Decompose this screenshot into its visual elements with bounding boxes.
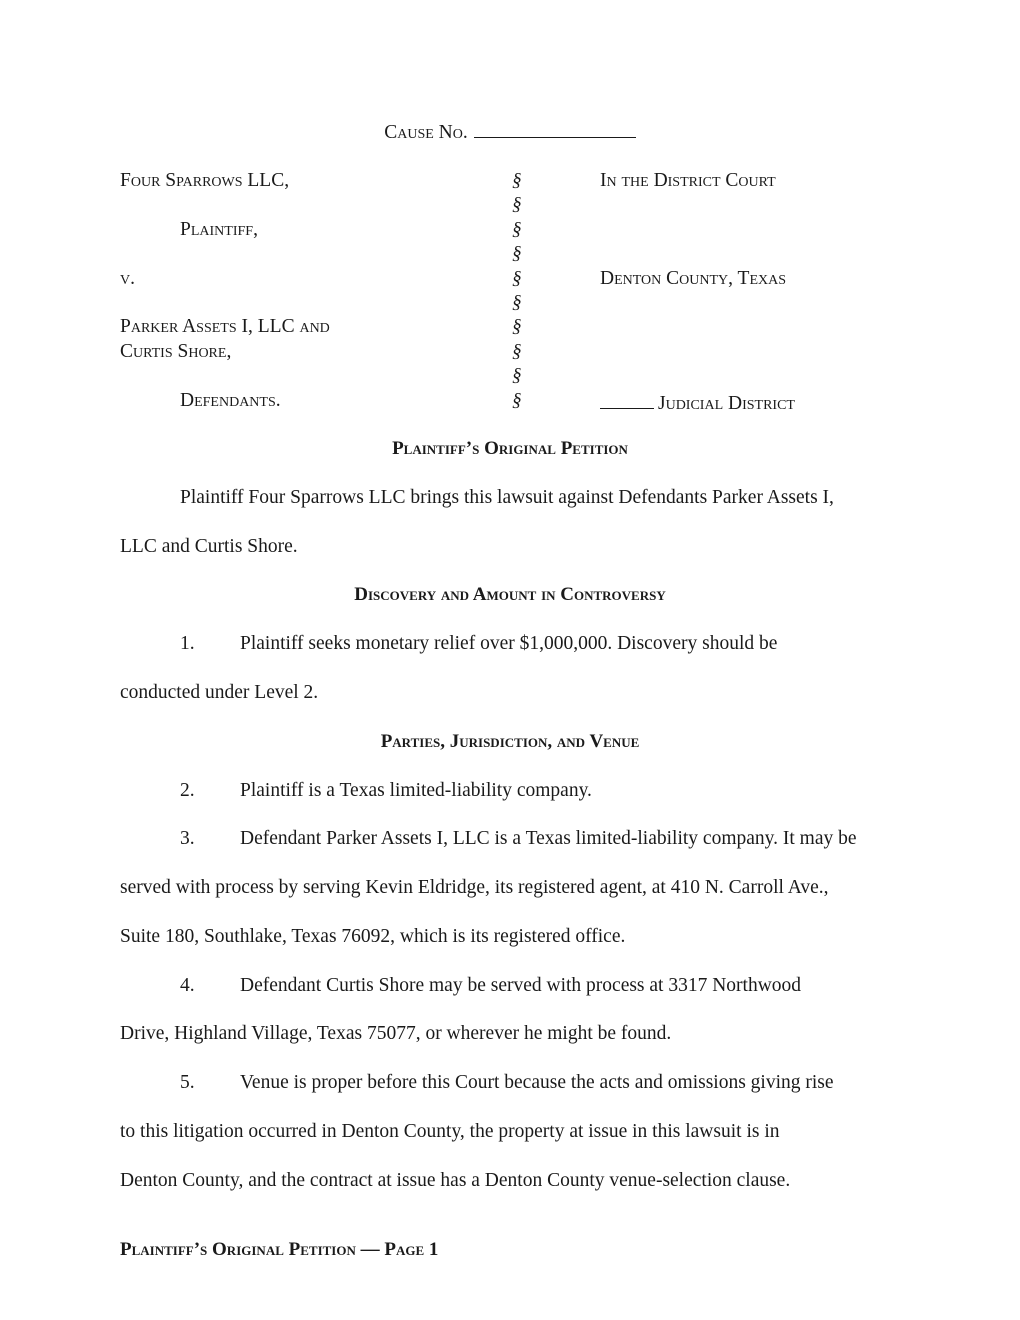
section-symbol: § <box>512 194 522 215</box>
paragraph-3-line-1: Defendant Parker Assets I, LLC is a Texas limited-liability company. It may be <box>240 828 857 849</box>
intro-line-1: Plaintiff Four Sparrows LLC brings this lawsuit against Defendants Parker Assets I, <box>180 487 834 508</box>
paragraph-number: 1. <box>180 633 195 654</box>
district-number-blank <box>600 390 654 409</box>
paragraph-3-line-2: served with process by serving Kevin Eldridge, its registered agent, at 410 N. Carroll Ave., <box>120 877 829 898</box>
cause-number-blank <box>474 119 636 138</box>
section-heading-parties: Parties, Jurisdiction, and Venue <box>380 731 640 752</box>
paragraph-4-line-1: Defendant Curtis Shore may be served with process at 3317 Northwood <box>240 975 802 996</box>
page-footer: Plaintiff’s Original Petition — Page 1 <box>120 1239 439 1260</box>
paragraph-1-line-1: Plaintiff seeks monetary relief over $1,000,000. Discovery should be <box>240 633 778 654</box>
caption-court: In the District Court <box>600 170 776 191</box>
paragraph-number: 2. <box>180 780 195 801</box>
caption-defendant-role: Defendants. <box>180 390 281 411</box>
paragraph-1-line-2: conducted under Level 2. <box>120 682 319 703</box>
section-symbol: § <box>512 365 522 386</box>
section-symbol: § <box>512 219 522 240</box>
cause-number-line <box>0 119 1020 144</box>
paragraph-4-line-2: Drive, Highland Village, Texas 75077, or wherever he might be found. <box>120 1023 672 1044</box>
section-symbol: § <box>512 316 522 337</box>
paragraph-number: 5. <box>180 1072 195 1093</box>
caption-district-label: Judicial District <box>658 393 795 414</box>
caption-versus: v. <box>120 268 135 289</box>
paragraph-2-line-1: Plaintiff is a Texas limited-liability company. <box>240 780 592 801</box>
paragraph-number: 3. <box>180 828 195 849</box>
section-symbol: § <box>512 341 522 362</box>
section-symbol: § <box>512 243 522 264</box>
document-title: Plaintiff’s Original Petition <box>392 438 628 459</box>
section-symbol: § <box>512 292 522 313</box>
paragraph-5-line-1: Venue is proper before this Court because the acts and omissions giving rise <box>240 1072 834 1093</box>
paragraph-3-line-3: Suite 180, Southlake, Texas 76092, which is its registered office. <box>120 926 626 947</box>
section-symbol: § <box>512 170 522 191</box>
section-symbol: § <box>512 268 522 289</box>
cause-number-label: Cause No. <box>384 122 468 143</box>
paragraph-number: 4. <box>180 975 195 996</box>
caption-district <box>600 390 795 415</box>
caption-plaintiff-name: Four Sparrows LLC, <box>120 170 290 191</box>
caption-defendant-line2: Curtis Shore, <box>120 341 232 362</box>
caption-defendant-line1: Parker Assets I, LLC and <box>120 316 330 337</box>
caption-county: Denton County, Texas <box>600 268 787 289</box>
section-heading-discovery: Discovery and Amount in Controversy <box>354 584 666 605</box>
paragraph-5-line-2: to this litigation occurred in Denton County, the property at issue in this lawsuit is in <box>120 1121 780 1142</box>
paragraph-5-line-3: Denton County, and the contract at issue has a Denton County venue-selection clause. <box>120 1170 791 1191</box>
caption-plaintiff-role: Plaintiff, <box>180 219 258 240</box>
section-symbol: § <box>512 390 522 411</box>
intro-line-2: LLC and Curtis Shore. <box>120 536 298 557</box>
